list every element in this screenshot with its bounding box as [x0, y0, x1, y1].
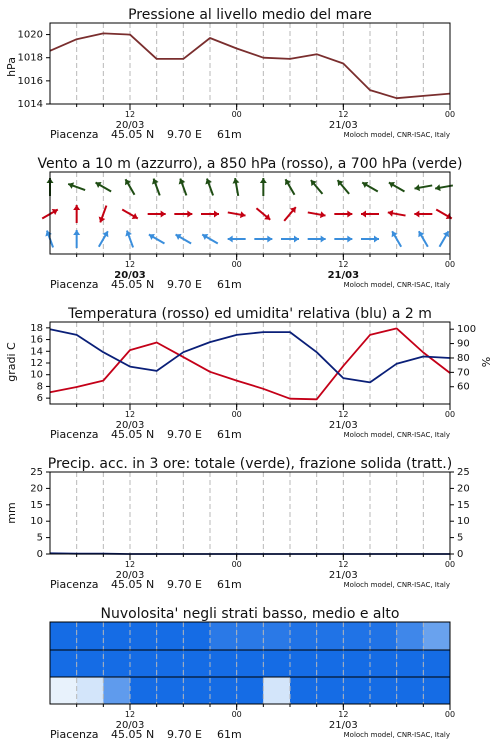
umidita-relativa-line	[50, 329, 450, 382]
cloud-footer	[50, 728, 450, 741]
x-tick-label: 12	[124, 260, 136, 269]
cloud-cell	[157, 622, 184, 650]
date-label: 20/03	[115, 720, 145, 731]
x-tick-label: 12	[124, 710, 136, 719]
pressure-frame	[50, 23, 450, 104]
wind-arrow-head	[294, 236, 299, 243]
cloud-plot-area	[50, 622, 450, 704]
pressure-footer	[50, 128, 450, 141]
pressure-ylabel: hPa	[5, 57, 18, 77]
date-label: 20/03	[114, 270, 146, 281]
cloud-cell	[290, 622, 317, 650]
y-tick-label: 1016	[17, 75, 43, 87]
cloud-cell	[370, 677, 397, 704]
footer-location: Piacenza	[50, 728, 99, 741]
cloud-cell	[317, 677, 344, 704]
wind-xticks	[77, 254, 455, 269]
date-label: 20/03	[115, 120, 145, 131]
y-tick-label: 5	[36, 532, 43, 544]
cloud-cell	[237, 622, 264, 650]
precipitation-xticks	[77, 554, 455, 569]
cloud-cell	[210, 677, 237, 704]
cloud-cell	[317, 650, 344, 677]
x-tick-label: 00	[231, 410, 242, 419]
wind-arrow-head	[347, 211, 352, 218]
footer-model: Moloch model, CNR-ISAC, Italy	[343, 431, 450, 439]
footer-lon: 9.70 E	[167, 428, 202, 441]
wind-arrow	[45, 231, 53, 248]
temperature-title: Temperatura (rosso) ed umidita' relativa (blu) a 2 m	[68, 306, 432, 322]
cloud-cell	[103, 677, 130, 704]
footer-location: Piacenza	[50, 428, 99, 441]
y-tick-label: 16	[30, 334, 43, 346]
y-tick-label: 5	[457, 532, 464, 544]
pressure-plot-area	[50, 33, 450, 98]
y-tick-label: 20	[30, 483, 43, 495]
footer-elevation: 61m	[217, 578, 242, 591]
cloud-cell	[263, 622, 290, 650]
temperature-plot-area	[50, 328, 450, 399]
temperature-yticks	[30, 323, 50, 404]
y-tick-label: 15	[457, 499, 470, 511]
cloud-cell	[50, 677, 77, 704]
humidity-ylabel: %	[480, 356, 493, 368]
cloud-cell	[263, 650, 290, 677]
pressure-yticks	[18, 30, 50, 110]
cloud-cell	[343, 677, 370, 704]
wind-arrow-head	[73, 205, 80, 210]
wind-arrow-head	[347, 236, 352, 243]
x-tick-label: 12	[124, 560, 136, 569]
wind-arrow	[149, 234, 165, 244]
x-tick-label: 00	[444, 410, 456, 419]
temperature-xticks	[77, 404, 455, 419]
wind-arrow	[256, 208, 270, 220]
temperature-ylabel: gradi C	[5, 342, 18, 382]
x-tick-label: 00	[444, 110, 456, 119]
cloud-cell	[50, 622, 77, 650]
cloud-cell	[77, 650, 104, 677]
cloud-cell	[423, 677, 450, 704]
wind-arrow	[125, 231, 133, 248]
wind-arrow-head	[374, 236, 379, 243]
date-label: 21/03	[327, 270, 360, 281]
y-tick-label: 1018	[17, 52, 43, 64]
wind-arrow	[176, 234, 192, 244]
cloud-cell	[423, 622, 450, 650]
cloud-cell	[77, 622, 104, 650]
date-label: 21/03	[328, 720, 358, 731]
cloud-cell	[290, 677, 317, 704]
wind-arrow	[152, 179, 160, 196]
precipitation-footer	[50, 578, 450, 591]
wind-footer	[50, 278, 450, 291]
precipitation-frame	[50, 472, 450, 554]
y-tick-label: 8	[36, 381, 43, 393]
cloud-cell	[157, 650, 184, 677]
wind-arrow	[122, 210, 138, 220]
y-tick-label: 10	[30, 369, 43, 381]
x-tick-label: 00	[231, 110, 242, 119]
wind-arrow	[73, 230, 80, 248]
x-tick-label: 12	[124, 110, 136, 119]
y-tick-label: 25	[30, 467, 43, 478]
cloud-cell	[397, 650, 424, 677]
y-tick-label: 15	[30, 499, 43, 511]
footer-lon: 9.70 E	[167, 278, 202, 291]
wind-arrow	[284, 207, 296, 221]
precipitation-yticks	[30, 467, 50, 560]
footer-elevation: 61m	[217, 128, 242, 141]
wind-arrow-head	[214, 211, 219, 218]
footer-location: Piacenza	[50, 278, 99, 291]
wind-arrow	[73, 205, 80, 223]
cloud-cell	[130, 650, 157, 677]
cloud-cell	[103, 650, 130, 677]
x-tick-label: 12	[338, 110, 349, 119]
pressure-title: Pressione al livello medio del mare	[128, 7, 372, 23]
footer-lon: 9.70 E	[167, 578, 202, 591]
y-tick-label: 25	[457, 467, 470, 478]
cloud-cell	[237, 677, 264, 704]
cloud-cell	[397, 622, 424, 650]
precipitation-panel	[5, 456, 470, 591]
footer-model: Moloch model, CNR-ISAC, Italy	[343, 131, 450, 139]
cloud-cell	[183, 622, 210, 650]
x-tick-label: 00	[231, 560, 242, 569]
cloud-cell	[130, 622, 157, 650]
y-tick-label: 90	[457, 338, 470, 350]
wind-arrow	[179, 179, 187, 196]
x-tick-label: 12	[338, 410, 349, 419]
cloud-cell	[423, 650, 450, 677]
wind-arrow-head	[267, 236, 272, 243]
cloud-cell	[343, 650, 370, 677]
y-tick-label: 70	[457, 367, 470, 379]
wind-arrow	[202, 234, 218, 244]
footer-lat: 45.05 N	[111, 428, 155, 441]
footer-model: Moloch model, CNR-ISAC, Italy	[343, 281, 450, 289]
y-tick-label: 12	[30, 358, 43, 369]
wind-arrow-head	[228, 236, 233, 243]
wind-arrow-head	[161, 211, 166, 218]
footer-location: Piacenza	[50, 128, 99, 141]
y-tick-label: 10	[30, 516, 43, 528]
cloud-cell	[370, 622, 397, 650]
cloud-cell	[210, 650, 237, 677]
cloud-cell	[317, 622, 344, 650]
footer-elevation: 61m	[217, 728, 242, 741]
footer-elevation: 61m	[217, 428, 242, 441]
wind-arrow	[205, 179, 213, 196]
wind-arrow	[99, 206, 107, 223]
y-tick-label: 0	[36, 549, 43, 560]
cloud-cell	[237, 650, 264, 677]
temperature-panel	[5, 306, 493, 441]
cloud-cell	[157, 677, 184, 704]
pressure-xticks	[77, 104, 455, 119]
y-tick-label: 20	[457, 483, 470, 495]
cloud-cell	[50, 650, 77, 677]
wind-panel	[37, 156, 462, 291]
wind-title: Vento a 10 m (azzurro), a 850 hPa (rosso), a 700 hPa (verde)	[37, 156, 463, 172]
footer-lat: 45.05 N	[111, 278, 155, 291]
cloud-cell	[343, 622, 370, 650]
date-label: 20/03	[115, 420, 145, 431]
y-tick-label: 10	[457, 516, 470, 528]
x-tick-label: 00	[231, 260, 242, 269]
wind-arrow-head	[260, 178, 267, 183]
wind-arrow-head	[321, 236, 326, 243]
pressure-panel	[5, 7, 455, 141]
precipitation-title: Precip. acc. in 3 ore: totale (verde), frazione solida (tratt.)	[47, 456, 453, 472]
series-line	[50, 33, 450, 98]
y-tick-label: 100	[457, 324, 477, 336]
precipitation-grid	[77, 472, 424, 554]
cloud-cell	[397, 677, 424, 704]
y-tick-label: 14	[30, 346, 43, 358]
wind-arrow	[260, 178, 267, 196]
footer-lon: 9.70 E	[167, 128, 202, 141]
temperatura-line	[50, 328, 450, 399]
precipitation-yticks-right	[450, 467, 470, 560]
date-label: 21/03	[328, 120, 358, 131]
cloud-cell	[263, 677, 290, 704]
footer-lat: 45.05 N	[111, 728, 155, 741]
cloud-cell	[210, 622, 237, 650]
x-tick-label: 00	[444, 710, 456, 719]
date-label: 20/03	[115, 570, 145, 581]
x-tick-label: 12	[124, 410, 136, 419]
wind-arrow-head	[73, 230, 80, 235]
cloud-cell	[290, 650, 317, 677]
y-tick-label: 60	[457, 381, 470, 393]
footer-model: Moloch model, CNR-ISAC, Italy	[343, 581, 450, 589]
y-tick-label: 1020	[17, 29, 43, 41]
humidity-yticks	[450, 324, 476, 393]
cloud-title: Nuvolosita' negli strati basso, medio e alto	[100, 606, 400, 622]
precipitation-ylabel: mm	[5, 502, 18, 524]
wind-arrow	[440, 231, 450, 247]
y-tick-label: 18	[30, 322, 43, 334]
footer-elevation: 61m	[217, 278, 242, 291]
cloud-cell	[370, 650, 397, 677]
y-tick-label: 80	[457, 352, 470, 364]
cloud-cell	[183, 650, 210, 677]
cloud-cell	[183, 677, 210, 704]
cloud-cell	[103, 622, 130, 650]
date-label: 21/03	[328, 420, 358, 431]
temperature-footer	[50, 428, 450, 441]
y-tick-label: 1014	[17, 99, 43, 110]
y-tick-label: 0	[457, 549, 464, 560]
wind-arrow-head	[414, 211, 419, 218]
wind-arrow	[233, 178, 240, 196]
footer-lon: 9.70 E	[167, 728, 202, 741]
x-tick-label: 00	[444, 560, 456, 569]
wind-arrow-head	[361, 211, 366, 218]
x-tick-label: 00	[231, 710, 242, 719]
x-tick-label: 00	[444, 260, 456, 269]
footer-location: Piacenza	[50, 578, 99, 591]
x-tick-label: 12	[338, 560, 349, 569]
footer-lat: 45.05 N	[111, 578, 155, 591]
date-label: 21/03	[328, 570, 358, 581]
cloud-cell	[77, 677, 104, 704]
x-tick-label: 12	[338, 710, 349, 719]
footer-model: Moloch model, CNR-ISAC, Italy	[343, 731, 450, 739]
footer-lat: 45.05 N	[111, 128, 155, 141]
cloud-panel	[50, 606, 455, 741]
cloud-xticks	[77, 704, 455, 719]
cloud-cell	[130, 677, 157, 704]
x-tick-label: 12	[338, 260, 349, 269]
wind-arrow	[436, 210, 452, 220]
wind-arrow-head	[187, 211, 192, 218]
y-tick-label: 6	[36, 393, 43, 405]
